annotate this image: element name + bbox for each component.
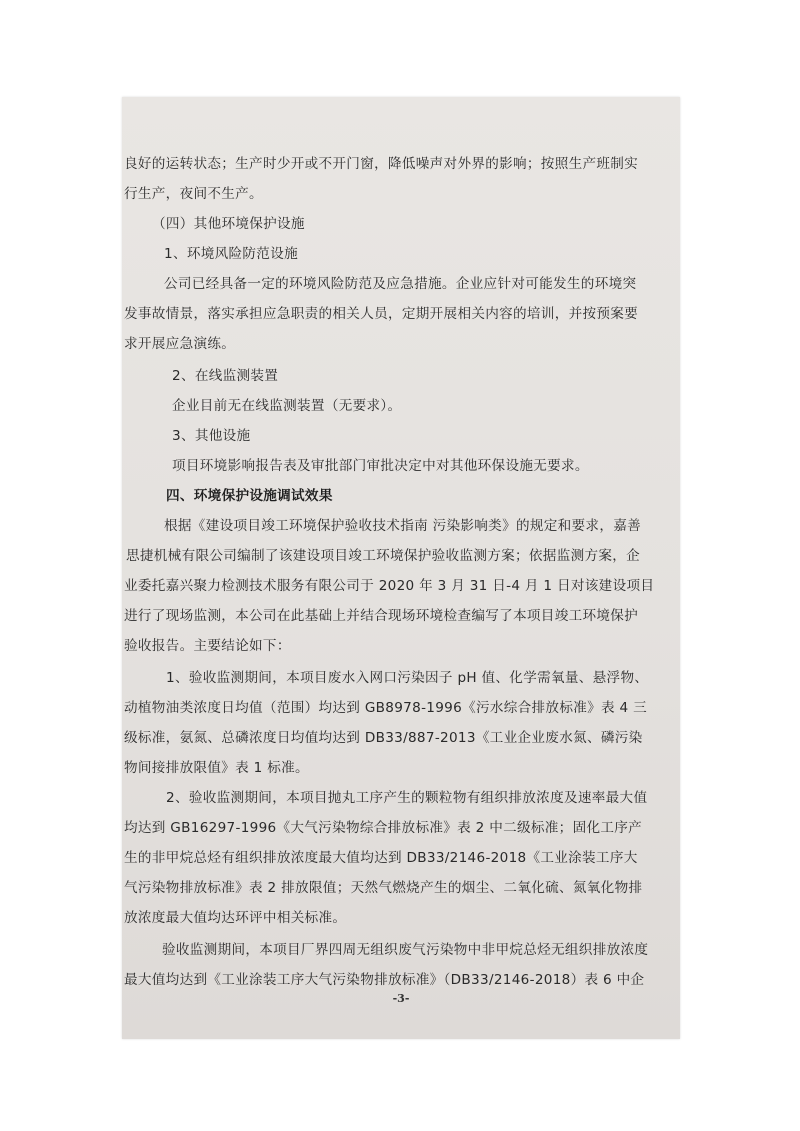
text-line: 动植物油类浓度日均值（范围）均达到 GB8978-1996《污水综合排放标准》表 4 三 [124,700,647,716]
text-line: 行生产，夜间不生产。 [124,186,263,202]
text-line: 进行了现场监测，本公司在此基础上并结合现场环境检查编写了本项目竣工环境保护 [124,608,639,624]
text-line: 根据《建设项目竣工环境保护验收技术指南 污染影响类》的规定和要求，嘉善 [164,518,642,534]
text-line: 良好的运转状态；生产时少开或不开门窗，降低噪声对外界的影响；按照生产班制实 [124,156,639,172]
text-line: 2、验收监测期间，本项目抛丸工序产生的颗粒物有组织排放浓度及速率最大值 [166,790,648,806]
text-line: 均达到 GB16297-1996《大气污染物综合排放标准》表 2 中二级标准；固化工序产 [124,820,643,836]
section-heading: 四、环境保护设施调试效果 [166,488,333,504]
text-line: 物间接排放限值》表 1 标准。 [124,760,309,776]
text-line: 求开展应急演练。 [124,336,236,352]
text-line: 公司已经具备一定的环境风险防范及应急措施。企业应针对可能发生的环境突 [164,276,637,292]
text-line: 级标准，氨氮、总磷浓度日均值均达到 DB33/887-2013《工业企业废水氮、磷污染 [124,730,643,746]
text-line: 发事故情景，落实承担应急职责的相关人员，定期开展相关内容的培训，并按预案要 [124,306,639,322]
text-line: 验收监测期间，本项目厂界四周无组织废气污染物中非甲烷总烃无组织排放浓度 [162,942,649,958]
text-line: 思捷机械有限公司编制了该建设项目竣工环境保护验收监测方案；依据监测方案，企 [126,548,641,564]
page-number: -3- [392,992,410,1005]
text-line: （四）其他环境保护设施 [152,216,305,232]
text-line: 1、验收监测期间，本项目废水入网口污染因子 pH 值、化学需氧量、悬浮物、 [166,670,649,686]
document-photo [122,97,680,1039]
text-line: 生的非甲烷总烃有组织排放浓度最大值均达到 DB33/2146-2018《工业涂装工序大 [124,850,638,866]
text-line: 3、其他设施 [172,428,251,444]
text-line: 验收报告。主要结论如下： [124,638,291,654]
text-line: 1、环境风险防范设施 [164,246,298,262]
text-line: 放浓度最大值均达环评中相关标准。 [124,910,347,926]
text-line: 项目环境影响报告表及审批部门审批决定中对其他环保设施无要求。 [172,458,589,474]
text-line: 最大值均达到《工业涂装工序大气污染物排放标准》（DB33/2146-2018）表 6 中企 [124,972,645,988]
text-line: 2、在线监测装置 [172,368,279,384]
text-line: 业委托嘉兴聚力检测技术服务有限公司于 2020 年 3 月 31 日-4 月 1 日对该建设项目 [124,578,655,594]
text-line: 企业目前无在线监测装置（无要求）。 [172,398,402,414]
text-line: 气污染物排放标准》表 2 排放限值；天然气燃烧产生的烟尘、二氧化硫、氮氧化物排 [124,880,643,896]
